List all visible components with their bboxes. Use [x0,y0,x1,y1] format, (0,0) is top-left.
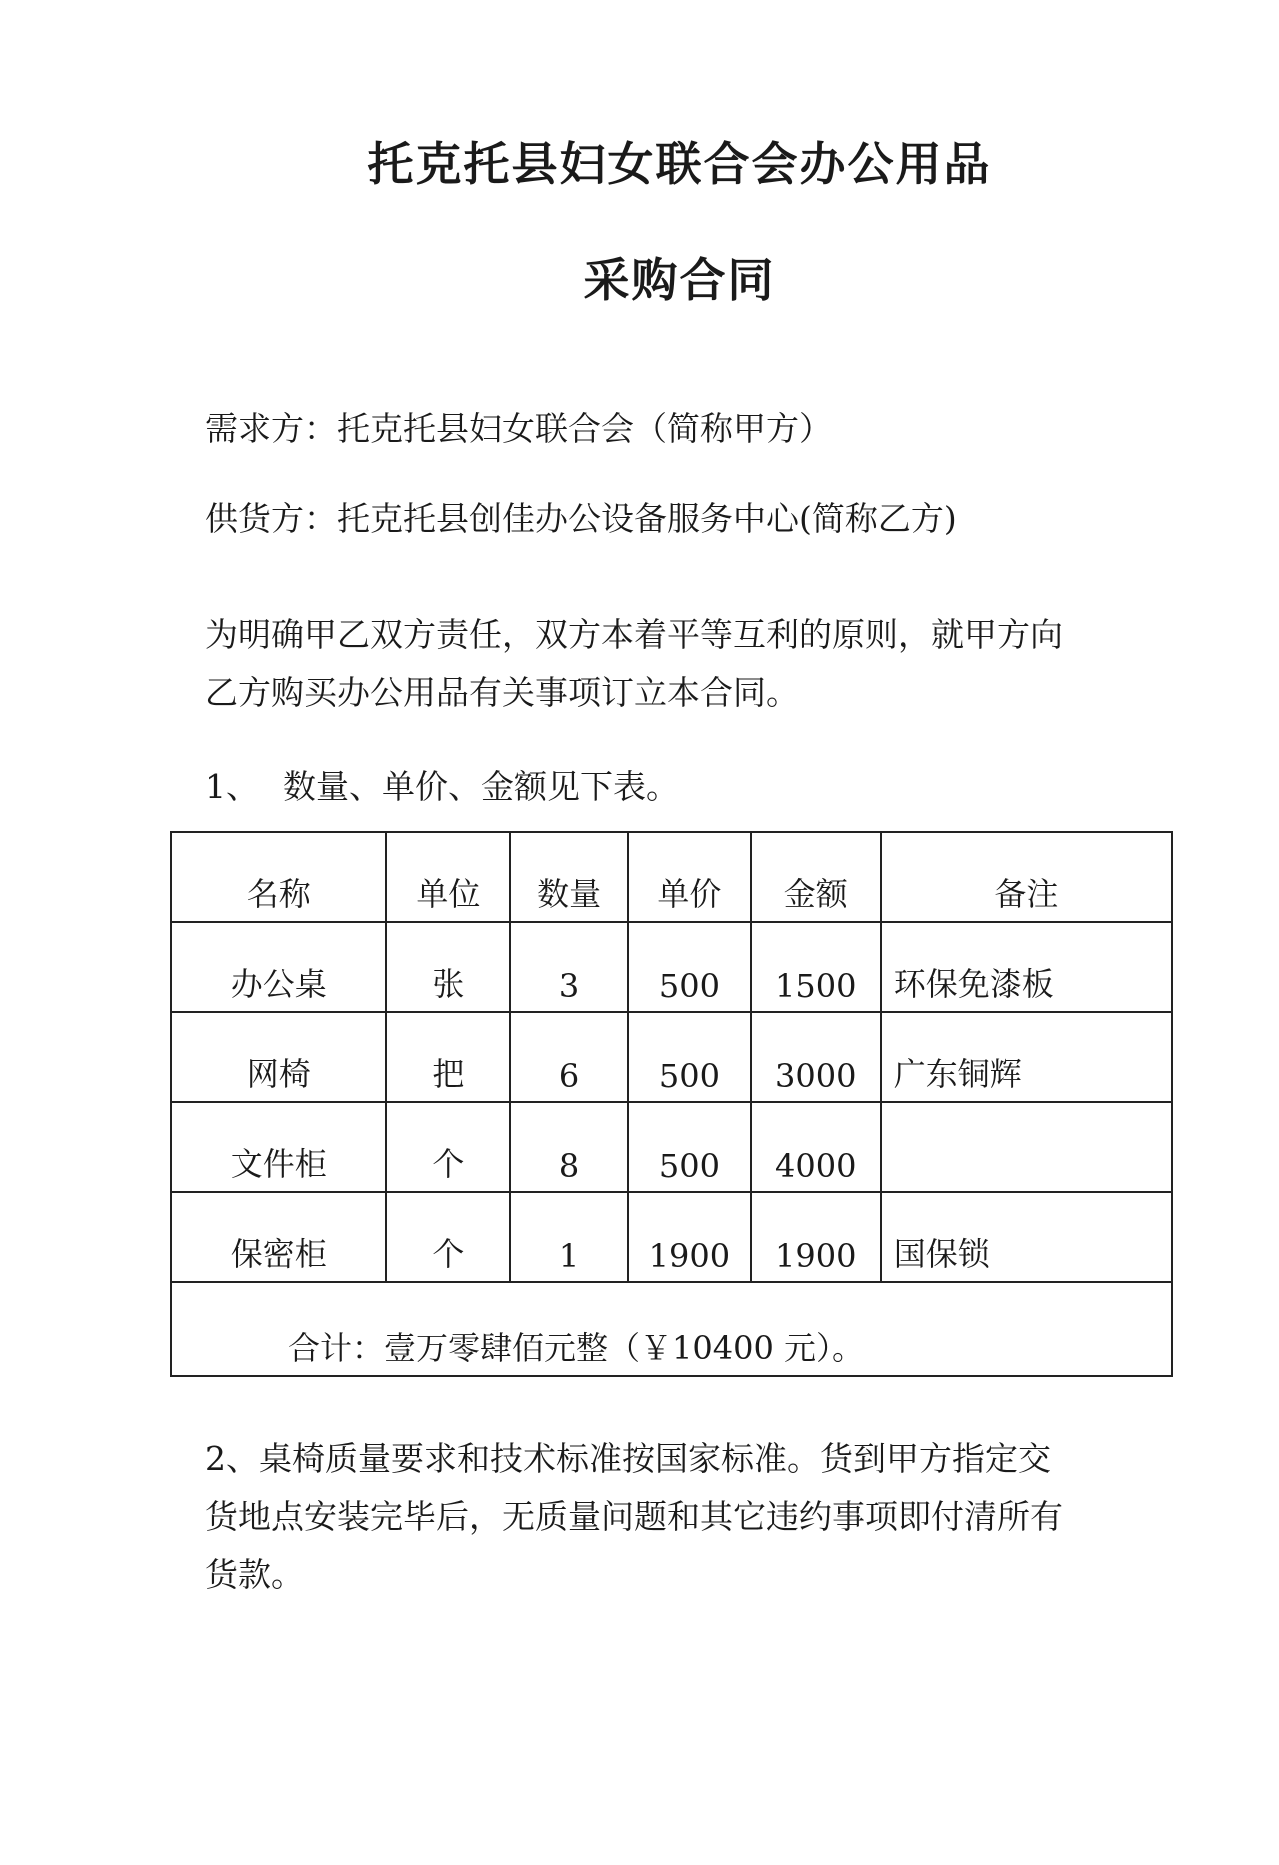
section-2-line-1: 2、桌椅质量要求和技术标准按国家标准。货到甲方指定交 [205,1439,1051,1478]
cell-quantity: 8 [510,1102,628,1192]
cell-unit-price: 500 [628,1102,751,1192]
cell-quantity: 1 [510,1192,628,1282]
header-name: 名称 [171,832,386,922]
cell-remarks [881,1102,1172,1192]
cell-amount: 1900 [751,1192,881,1282]
cell-amount: 4000 [751,1102,881,1192]
section-1 [205,758,1105,816]
header-unit: 单位 [386,832,510,922]
header-remarks: 备注 [881,832,1172,922]
total-amount: 合计：壹万零肆佰元整（￥10400 元）。 [171,1282,1172,1376]
cell-name: 办公桌 [171,922,386,1012]
header-amount: 金额 [751,832,881,922]
cell-unit-price: 500 [628,922,751,1012]
section-2-line-2: 货地点安装完毕后，无质量问题和其它违约事项即付清所有 [205,1497,1063,1536]
cell-name: 文件柜 [171,1102,386,1192]
cell-unit: 个 [386,1192,510,1282]
intro-line-1: 为明确甲乙双方责任，双方本着平等互利的原则，就甲方向 [205,615,1063,654]
table-header-row [171,832,1172,922]
table-row [171,1012,1172,1102]
section-1-text: 数量、单价、金额见下表。 [283,767,679,806]
section-1-number: 1、 [205,767,259,806]
section-2-line-3: 货款。 [205,1555,304,1594]
cell-quantity: 3 [510,922,628,1012]
cell-unit: 把 [386,1012,510,1102]
buyer-party: 需求方：托克托县妇女联合会（简称甲方） [205,409,832,448]
intro-line-2: 乙方购买办公用品有关事项订立本合同。 [205,673,799,712]
cell-name: 保密柜 [171,1192,386,1282]
cell-remarks: 环保免漆板 [881,922,1172,1012]
cell-amount: 1500 [751,922,881,1012]
header-unit-price: 单价 [628,832,751,922]
cell-amount: 3000 [751,1012,881,1102]
table-row [171,1192,1172,1282]
items-table [170,831,1173,1377]
table-row [171,1102,1172,1192]
cell-quantity: 6 [510,1012,628,1102]
document-title: 托克托县妇女联合会办公用品 [367,137,992,191]
document-subtitle: 采购合同 [583,253,776,307]
supplier-party: 供货方：托克托县创佳办公设备服务中心(简称乙方) [205,499,957,538]
cell-remarks: 广东铜辉 [881,1012,1172,1102]
cell-unit: 张 [386,922,510,1012]
cell-unit-price: 500 [628,1012,751,1102]
cell-name: 网椅 [171,1012,386,1102]
cell-remarks: 国保锁 [881,1192,1172,1282]
table-total-row [171,1282,1172,1376]
header-quantity: 数量 [510,832,628,922]
table-row [171,922,1172,1012]
cell-unit-price: 1900 [628,1192,751,1282]
cell-unit: 个 [386,1102,510,1192]
